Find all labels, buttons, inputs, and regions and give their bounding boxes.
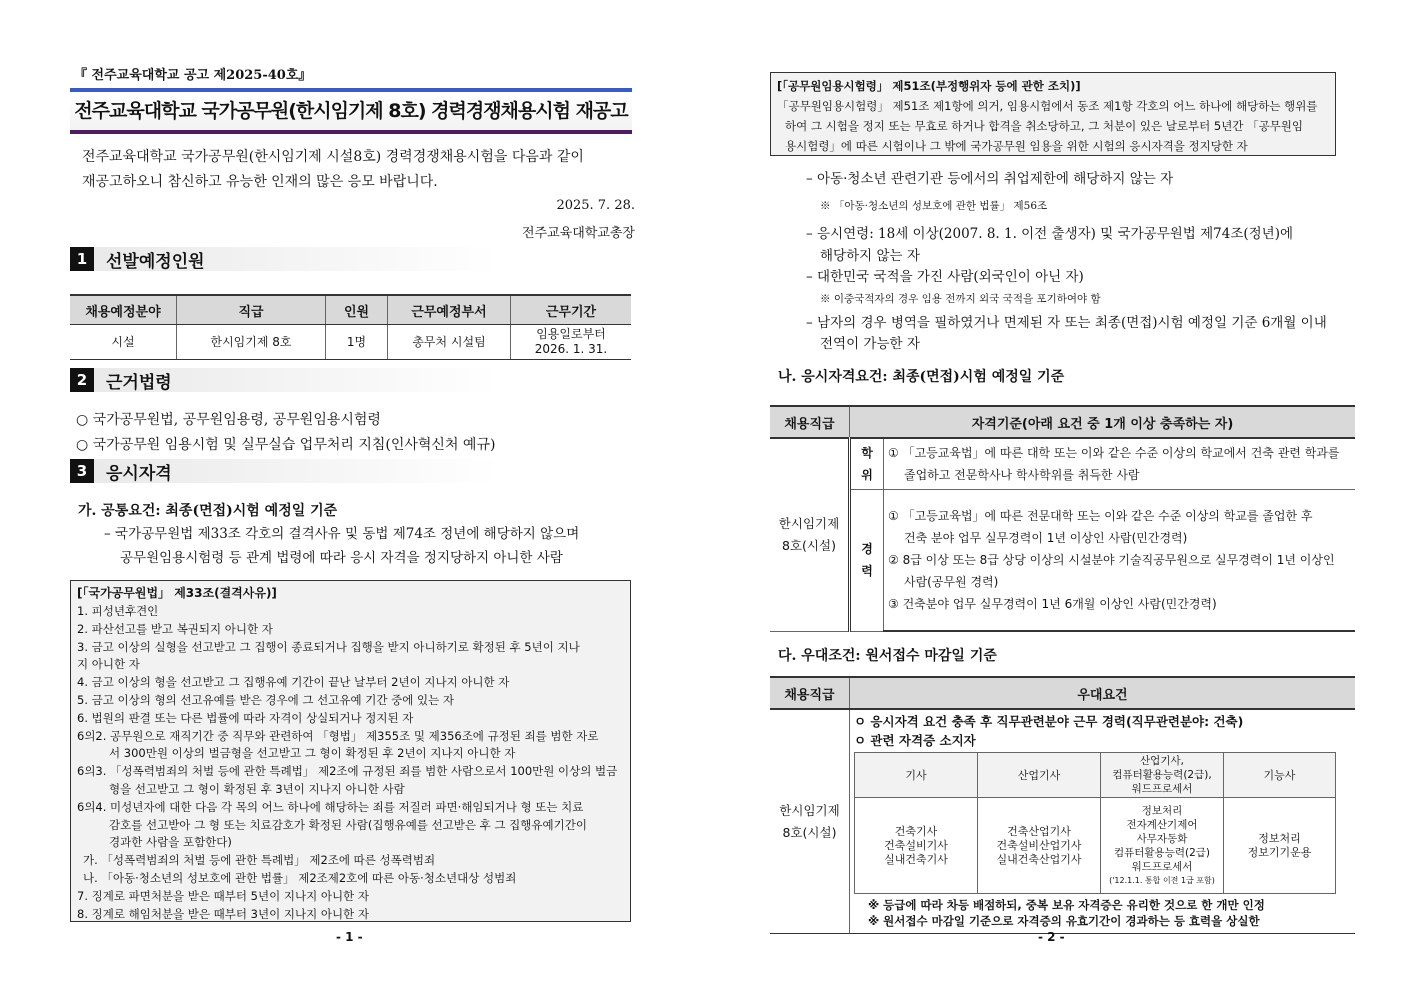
qualification-item: – 남자의 경우 병역을 필하였거나 면제된 자 또는 최종(면접)시험 예정일 기준 6개월 이내 [806,315,1327,331]
cert-name: 건축산업기사 [1007,824,1071,838]
cert-header-line: 산업기사, [1140,755,1184,767]
misconduct-box [770,72,1336,156]
intro-line: 전주교육대학교 국가공무원(한시임기제 시설8호) 경력경쟁채용시험을 다음과 같이 [82,149,584,165]
page-2 [700,0,1403,992]
cert-note: ('12.1.1. 통합 이전 1급 포함) [1109,875,1215,885]
box-line: 가. 「성폭력범죄의 처벌 등에 관한 특례법」 제2조에 따른 성폭력범죄 [83,853,436,868]
table-cell: 시설 [70,325,177,360]
cert-header-line: 워드프로세서 [1131,783,1193,795]
subsection-na: 나. 응시자격요건: 최종(면접)시험 예정일 기준 [778,369,1065,385]
box-line: 나. 「아동·청소년의 성보호에 관한 법률」 제2조제2호에 따른 아동·청소년대상 성범죄 [83,870,517,885]
period-start: 임용일로부터 [536,327,606,341]
preference-line: ㅇ 관련 자격증 소지자 [854,733,976,748]
table-cell: 한시임기제 8호 [177,325,326,360]
box-title: [「국가공무원법」 제33조(결격사유)] [77,586,277,600]
column-header: 채용직급 [770,677,850,709]
cert-name: 전자계산기제어 [1126,818,1198,831]
cert-name: 워드프로세서 [1131,860,1193,873]
qualification-item: 해당하지 않는 자 [820,248,920,264]
intro-line: 재공고하오니 참신하고 유능한 인재의 많은 응모 바랍니다. [82,174,438,190]
cert-cell [855,798,978,894]
table-cell: 총무처 시설팀 [388,325,511,360]
law-item: ○ 국가공무원법, 공무원임용령, 공무원임용시험령 [76,412,381,428]
cert-name: 정보기기운용 [1247,845,1312,859]
criteria-cell [884,438,1356,490]
law-item: ○ 국가공무원 임용시험 및 실무실습 업무처리 지침(인사혁신처 예규) [76,437,496,453]
box-line: 서 300만원 이상의 벌금형을 선고받고 그 형이 확정된 후 2년이 지나지 아니한 자 [109,746,516,761]
cert-name: 실내건축기사 [884,852,948,866]
criteria-cell [884,490,1356,632]
criteria-line: ① 「고등교육법」에 따른 대학 또는 이와 같은 수준 이상의 학교에서 건축 관련 학과를 [888,446,1340,460]
signer: 전주교육대학교총장 [521,226,635,241]
grade-line: 한시임기제 [778,515,840,531]
qualification-table [770,405,1355,632]
subsection-ga: 가. 공통요건: 최종(면접)시험 예정일 기준 [78,503,338,519]
note: ※ 이중국적자의 경우 임용 전까지 외국 국적을 포기하여야 함 [820,293,1101,305]
table-cell: 1명 [326,325,388,360]
grade-line: 8호(시설) [782,537,836,553]
cert-name: 컴퓨터활용능력(2급) [1113,846,1211,859]
cert-header: 산업기사 [978,753,1101,798]
column-header: 근무예정부서 [388,295,511,325]
section-title: 근거법령 [106,372,172,393]
box-title: [「공무원임용시험령」 제51조(부정행위자 등에 관한 조치)] [777,79,1081,93]
cert-name: 건축설비기사 [884,838,948,852]
qualification-item: 전역이 가능한 자 [820,336,920,352]
disqualification-box [70,580,631,922]
section-1-heading [70,247,500,271]
cert-header [1101,753,1224,798]
cert-cell [1101,798,1224,894]
section-title: 선발예정인원 [106,251,205,272]
column-header: 직급 [177,295,326,325]
column-header: 우대요건 [850,677,1356,709]
notice-date: 2025. 7. 28. [556,198,635,213]
cert-header-line: 컴퓨터활용능력(2급), [1112,769,1212,781]
box-line: 8. 징계로 해임처분을 받은 때부터 3년이 지나지 아니한 자 [77,906,369,921]
section-2-heading [70,368,500,392]
table-cell [511,325,632,360]
box-line: 감호를 선고받아 그 형 또는 치료감호가 확정된 사람(집행유예를 선고받은 후 그 집행유예기간이 [109,817,587,832]
cert-name: 건축설비산업기사 [996,838,1082,852]
box-line: 2. 파산선고를 받고 복권되지 아니한 자 [77,621,273,636]
cert-name: 정보처리 [1141,804,1183,817]
intro-text [82,145,642,195]
box-line: 6의2. 공무원으로 재직기간 중 직무와 관련하여 「형법」 제355조 및 제356조에 규정된 죄를 범한 자로 [77,728,599,743]
box-line: 6의3. 「성폭력범죄의 처벌 등에 관한 특례법」 제2조에 규정된 죄를 범한 사람으로서 100만원 이상의 벌금 [77,764,618,779]
box-line: 형을 선고받고 그 형이 확정된 후 3년이 지나지 아니한 사람 [109,781,405,796]
table-row [770,709,1355,934]
recruitment-table [70,294,631,360]
note: ※ 「아동·청소년의 성보호에 관한 법률」 제56조 [820,200,1048,212]
criteria-line: ② 8급 이상 또는 8급 상당 이상의 시설분야 기술직공무원으로 실무경력이 1년 이상인 [888,553,1335,567]
page-number: - 2 - [1038,930,1065,944]
criteria-line: ① 「고등교육법」에 따른 전문대학 또는 이와 같은 수준 이상의 학교를 졸업한 후 [888,509,1313,523]
box-line: 하여 그 시험을 정지 또는 무효로 하거나 합격을 취소당하고, 그 처분이 있은 날로부터 5년간 「공무원임 [785,119,1304,133]
qualification-item: – 아동·청소년 관련기관 등에서의 취업제한에 해당하지 않는 자 [806,171,1174,187]
box-line: 1. 피성년후견인 [77,604,159,618]
preference-note: ※ 등급에 따라 차등 배점하되, 중복 보유 자격증은 유리한 것으로 한 개만 인정 [868,898,1265,912]
section-number: 2 [70,368,94,392]
title-banner [70,88,632,136]
column-header: 인원 [326,295,388,325]
category-cell: 경 력 [850,490,884,632]
preference-cell [850,709,1356,934]
grade-cell [770,709,850,934]
grade-cell [770,438,850,631]
subsection-da: 다. 우대조건: 원서접수 마감일 기준 [778,648,997,664]
criteria-line: ③ 건축분야 업무 실무경력이 1년 6개월 이상인 사람(민간경력) [888,597,1217,611]
table-row [70,325,631,360]
certificate-table [854,752,1336,894]
box-line: 5. 금고 이상의 형의 선고유예를 받은 경우에 그 선고유예 기간 중에 있는 자 [77,692,454,707]
box-line: 6의4. 미성년자에 대한 다음 각 목의 어느 하나에 해당하는 죄를 저질러 파면·해임되거나 형 또는 치료 [77,799,584,814]
qualification-item: 공무원임용시험령 등 관계 법령에 따라 응시 자격을 정지당하지 아니한 사람 [120,550,563,566]
cert-cell [1224,798,1336,894]
preference-table [770,676,1355,934]
cert-name: 정보처리 [1258,831,1301,845]
qualification-item: – 국가공무원법 제33조 각호의 결격사유 및 동법 제74조 정년에 해당하지 않으며 [104,526,580,542]
table-row [770,438,1355,490]
box-line: 6. 법원의 판결 또는 다른 법률에 따라 자격이 상실되거나 정지된 자 [77,710,414,725]
box-line: 지 아니한 자 [77,657,140,672]
criteria-line: 사람(공무원 경력) [904,575,999,589]
cert-name: 사무자동화 [1136,832,1188,845]
box-line: 3. 금고 이상의 실형을 선고받고 그 집행이 종료되거나 집행을 받지 아니하기로 확정된 후 5년이 지나 [77,639,580,654]
section-title: 응시자격 [106,463,172,484]
preference-note: ※ 원서접수 마감일 기준으로 자격증의 유효기간이 경과하는 등 효력을 상실한 [868,914,1260,928]
box-line: 7. 징계로 파면처분을 받은 때부터 5년이 지나지 아니한 자 [77,888,369,903]
box-line: 경과한 사람을 포함한다) [109,835,232,850]
column-header: 근무기간 [511,295,632,325]
column-header: 자격기준(아래 요건 중 1개 이상 충족하는 자) [850,406,1356,438]
box-line: 4. 금고 이상의 형을 선고받고 그 집행유예 기간이 끝난 날부터 2년이 지나지 아니한 자 [77,675,510,690]
cert-name: 건축기사 [894,824,938,838]
column-header: 채용예정분야 [70,295,177,325]
section-number: 3 [70,459,94,483]
page-title: 전주교육대학교 국가공무원(한시임기제 8호) 경력경쟁채용시험 재공고 [70,92,632,130]
page-number: - 1 - [336,930,363,944]
category-cell: 학 위 [850,438,884,490]
box-line: 용시험령」에 따른 시험이나 그 밖에 국가공무원 임용을 위한 시험의 응시자격을 정지당한 자 [785,139,1248,153]
criteria-line: 건축 분야 업무 실무경력이 1년 이상인 사람(민간경력) [904,531,1188,545]
page-1 [0,0,700,992]
cert-header: 기능사 [1224,753,1336,798]
cert-name: 실내건축산업기사 [996,852,1082,866]
cert-cell [978,798,1101,894]
box-line: 「공무원임용시험령」 제51조 제1항에 의거, 임용시험에서 동조 제1항 각호의 어느 하나에 해당하는 행위를 [777,99,1318,113]
grade-line: 한시임기제 [779,802,840,818]
cert-header: 기사 [855,753,978,798]
notice-number: 『 전주교육대학교 공고 제2025-40호』 [74,68,312,83]
section-number: 1 [70,247,94,271]
grade-line: 8호(시설) [782,824,837,840]
table-row [770,490,1355,632]
qualification-item: – 대한민국 국적을 가진 사람(외국인이 아닌 자) [806,269,1084,285]
column-header: 채용직급 [770,406,850,438]
criteria-line: 졸업하고 전문학사나 학사학위를 취득한 사람 [904,468,1140,482]
preference-line: ㅇ 응시자격 요건 충족 후 직무관련분야 근무 경력(직무관련분야: 건축) [854,714,1244,729]
qualification-item: – 응시연령: 18세 이상(2007. 8. 1. 이전 출생자) 및 국가공무원법 제74조(정년)에 [806,226,1294,242]
period-end: 2026. 1. 31. [534,342,608,356]
section-3-heading [70,459,500,483]
